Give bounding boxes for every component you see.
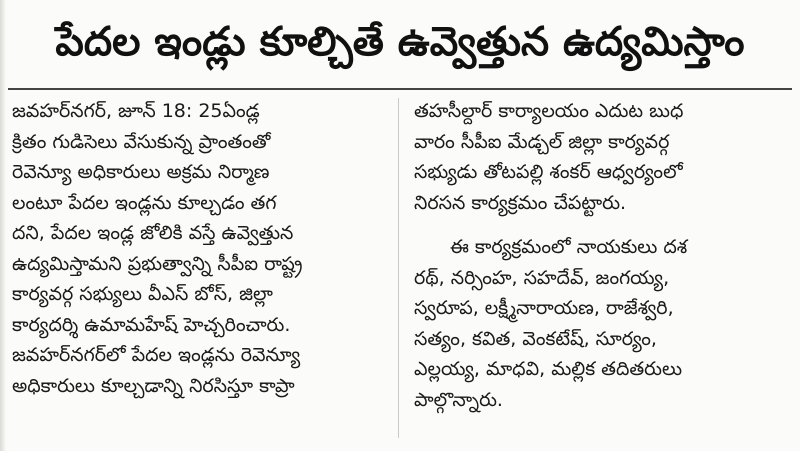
article-left-column	[12, 96, 384, 401]
article-line: కార్యదర్శి ఉమామహేష్ హెచ్చరించారు.	[12, 313, 291, 336]
article-line: ఉద్యమిస్తామని ప్రభుత్వాన్ని సీపీఐ రాష్ట్ర	[12, 252, 303, 275]
article-line: సత్యం, కవిత, వెంకటేష్, సూర్యం,	[414, 327, 657, 350]
article-line: కార్యవర్గ సభ్యులు వీఎస్ బోస్, జిల్లా	[12, 283, 273, 305]
article-line: స్వరూప, లక్ష్మీనారాయణ, రాజేశ్వరి,	[414, 297, 674, 319]
article-right-column	[414, 96, 792, 415]
article-line: తహసీల్దార్ కార్యాలయం ఎదుట బుధ	[414, 100, 684, 122]
article-line: వారం సీపీఐ మేడ్చల్ జిల్లా కార్యవర్గ	[414, 130, 670, 153]
article-line: నిరసన కార్యక్రమం చేపట్టారు.	[414, 191, 627, 214]
article-line: క్రితం గుడిసెలు వేసుకున్న ప్రాంతంతో	[12, 130, 271, 153]
article-line: రెవెన్యూ అధికారులు అక్రమ నిర్మాణ	[12, 161, 270, 183]
article-line: దని, పేదల ఇండ్ల జోలికి వస్తే ఉవ్వెత్తున	[12, 222, 294, 244]
article-headline: పేదల ఇండ్లు కూల్చితే ఉవ్వెత్తున ఉద్యమిస్తాం	[55, 19, 745, 65]
article-line: జవహర్‌నగర్‌లో పేదల ఇండ్లను రెవెన్యూ	[12, 344, 301, 366]
article-line: పాల్గొన్నారు.	[414, 388, 503, 411]
article-line: లంటూ పేదల ఇండ్లను కూల్చడం తగ	[12, 191, 277, 214]
column-divider	[398, 98, 399, 438]
article-line: ఈ కార్యక్రమంలో నాయకులు దశ	[450, 236, 688, 258]
article-line: సభ్యుడు తోటపల్లి శంకర్ ఆధ్వర్యంలో	[414, 161, 683, 183]
article-line: జవహర్‌నగర్, జూన్ 18: 25ఏండ్ల	[12, 100, 260, 122]
paragraph-gap	[414, 218, 792, 232]
article-line: ఎల్లయ్య, మాధవి, మల్లిక తదితరులు	[414, 358, 683, 380]
article-line: అధికారులు కూల్చడాన్ని నిరసిస్తూ కాప్రా	[12, 374, 295, 397]
article-line: రథ్, నర్సింహ, సహదేవ్, జంగయ్య,	[414, 266, 670, 289]
headline-rule	[8, 88, 792, 90]
